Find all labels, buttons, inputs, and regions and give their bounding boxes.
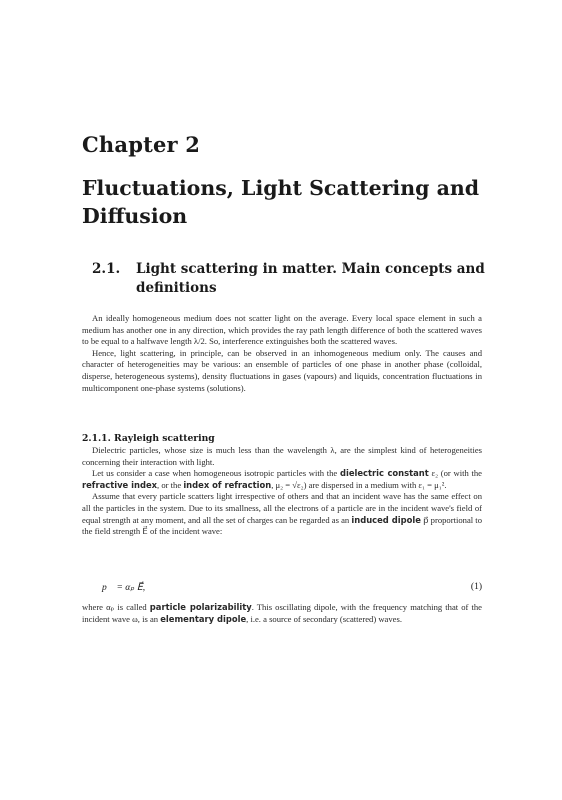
paragraph [82, 602, 482, 625]
text-run: p⃗ proportional to the field strength E⃗ of the incident wave: [82, 514, 482, 537]
paragraph: Hence, light scattering, in principle, can be observed in an inhomogeneous medium only. The causes and character of heterogeneities may be various: an ensemble of particles of one phase in another phase (colloidal, disperse, heterogeneous systems), density fluctuations in gases (vapours) and liquids, concentration fluctuations in multicomponent one-phase systems (solutions). [82, 347, 482, 393]
paragraph: An ideally homogeneous medium does not scatter light on the average. Every local space element in such a medium has another one in any direction, which provides the ray path length difference of both the scattered waves to be equal to a halfwave length λ/2. So, interference extinguishes both the scattered waves. [82, 313, 482, 347]
paragraph [82, 491, 482, 537]
post-equation-text [82, 602, 482, 625]
section-number: 2.1. [92, 261, 121, 277]
paragraph: Dielectric particles, whose size is much less than the wavelength λ, are the simplest kind of heterogeneities concerning their interaction with light. [82, 445, 482, 467]
term-particle-polarizability: particle polarizability [149, 602, 252, 612]
text-run: where αₚ is called [82, 602, 150, 612]
term-refractive-index: refractive index [82, 479, 158, 490]
section-title-line2: definitions [136, 280, 217, 296]
term-induced-dipole: induced dipole [351, 514, 421, 525]
subsection-text [82, 445, 482, 538]
intro-text [82, 313, 482, 394]
text-run: ε₂ (or with the [428, 468, 482, 479]
section-title-line1: Light scattering in matter. Main concepts and [136, 261, 485, 277]
equation-text: p⃗ = αₚ E⃗, [102, 583, 146, 593]
paragraph [82, 468, 482, 491]
text-run: , or the [157, 479, 184, 490]
term-elementary-dipole: elementary dipole [160, 613, 247, 624]
chapter-label: Chapter 2 [82, 132, 201, 157]
term-index-of-refraction: index of refraction [183, 479, 272, 490]
term-dielectric-constant: dielectric constant [339, 468, 429, 479]
subsection-heading: 2.1.1. Rayleigh scattering [82, 433, 215, 444]
equation-number: (1) [470, 582, 482, 592]
equation-1 [102, 582, 482, 593]
text-run: . This oscillating dipole, with the frequency matching that of the incident wave ω, is an [82, 602, 482, 624]
text-run: Let us consider a case when homogeneous isotropic particles with the [92, 468, 340, 479]
chapter-title: Fluctuations, Light Scattering and Diffusion [82, 176, 480, 228]
text-run: , μ₂ = √ε₂) are dispersed in a medium with ε₁ = μ₁². [271, 479, 447, 490]
text-run: , i.e. a source of secondary (scattered) waves. [246, 613, 402, 624]
section-heading [92, 260, 492, 298]
text-run: Assume that every particle scatters light irrespective of others and that an incident wave has the same effect on all the particles in the system. Due to its smallness, all the electrons of a particle are in the incident wave's field of equal strength at any moment, and all the set of charges can be regarded as an [82, 491, 482, 525]
